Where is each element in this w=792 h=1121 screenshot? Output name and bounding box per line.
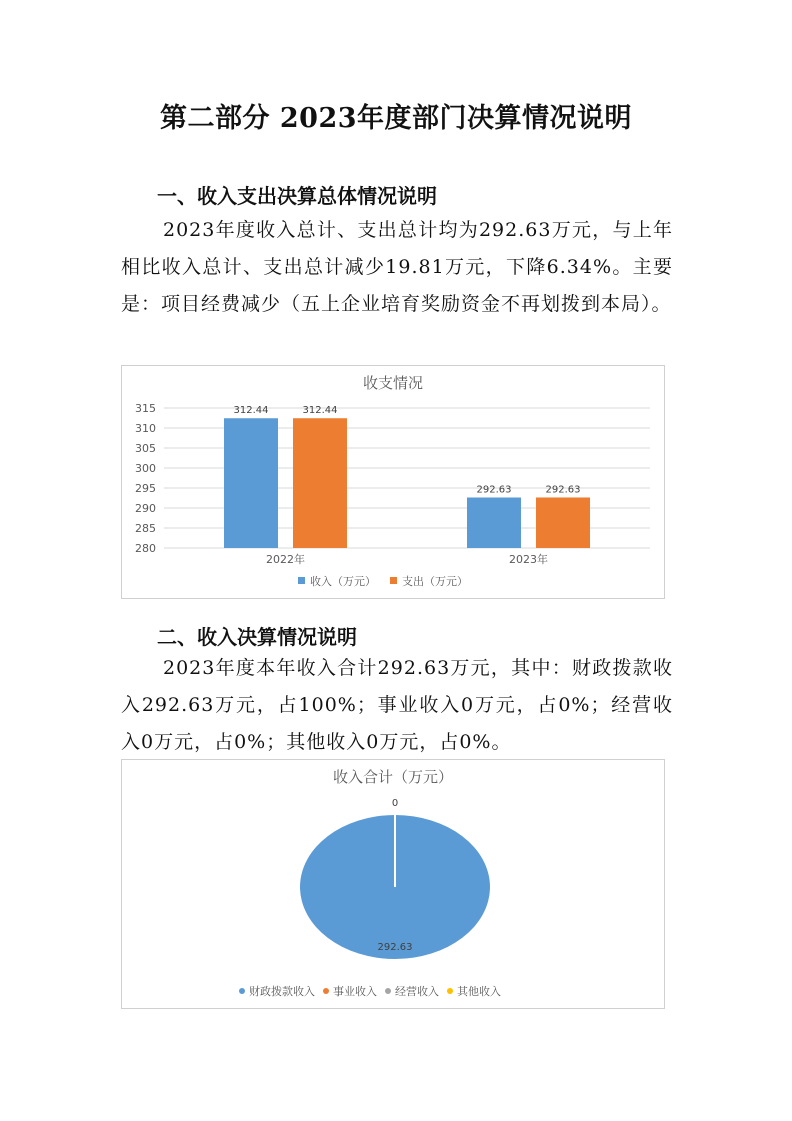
- x-tick-label: 2023年: [509, 553, 548, 566]
- pie-chart-svg: [122, 760, 664, 1008]
- bar: [467, 497, 521, 548]
- pie-data-label: 292.63: [377, 942, 413, 953]
- x-tick-label: 2022年: [266, 553, 305, 566]
- legend-swatch: [323, 988, 329, 994]
- legend-label: 其他收入: [457, 985, 501, 998]
- y-tick-label: 290: [135, 502, 156, 515]
- y-tick-label: 295: [135, 482, 156, 495]
- legend-swatch: [385, 988, 391, 994]
- y-tick-label: 305: [135, 442, 156, 455]
- bar-chart-title: 收支情况: [362, 374, 424, 392]
- bar-chart: [121, 365, 665, 599]
- bar: [224, 418, 278, 548]
- section-heading-1: 一、收入支出决算总体情况说明: [157, 184, 437, 208]
- legend-label: 事业收入: [333, 985, 377, 998]
- legend-label: 收入（万元）: [310, 575, 376, 588]
- legend-label: 支出（万元）: [402, 575, 468, 588]
- data-label: 292.63: [545, 484, 581, 496]
- y-tick-label: 315: [135, 402, 156, 415]
- legend-label: 经营收入: [395, 985, 439, 998]
- page-title: 第二部分 2023年度部门决算情况说明: [159, 103, 633, 134]
- data-label: 292.63: [476, 484, 512, 496]
- data-label: 312.44: [302, 405, 338, 417]
- y-tick-label: 300: [135, 462, 156, 475]
- pie-chart: [121, 759, 665, 1009]
- bar: [536, 497, 590, 548]
- legend-swatch: [390, 577, 397, 584]
- bar: [293, 418, 347, 548]
- section-heading-2: 二、收入决算情况说明: [157, 625, 357, 649]
- legend-swatch: [239, 988, 245, 994]
- legend-swatch: [298, 577, 305, 584]
- legend-swatch: [447, 988, 453, 994]
- y-tick-label: 285: [135, 522, 156, 535]
- bar-chart-svg: [122, 366, 664, 598]
- legend-label: 财政拨款收入: [249, 985, 315, 998]
- y-tick-label: 310: [135, 422, 156, 435]
- section2-paragraph: 2023年度本年收入合计292.63万元，其中：财政拨款收入292.63万元，占100%；事业收入0万元，占0%；经营收入0万元，占0%；其他收入0万元，占0%。: [121, 657, 673, 753]
- pie-chart-title: 收入合计（万元）: [332, 768, 454, 786]
- data-label: 312.44: [233, 405, 269, 417]
- section1-paragraph: 2023年度收入总计、支出总计均为292.63万元，与上年相比收入总计、支出总计减少19.81万元，下降6.34%。主要是：项目经费减少（五上企业培育奖励资金不再划拨到本局）。: [121, 219, 673, 315]
- y-tick-label: 280: [135, 542, 156, 555]
- pie-data-label: 0: [391, 798, 399, 809]
